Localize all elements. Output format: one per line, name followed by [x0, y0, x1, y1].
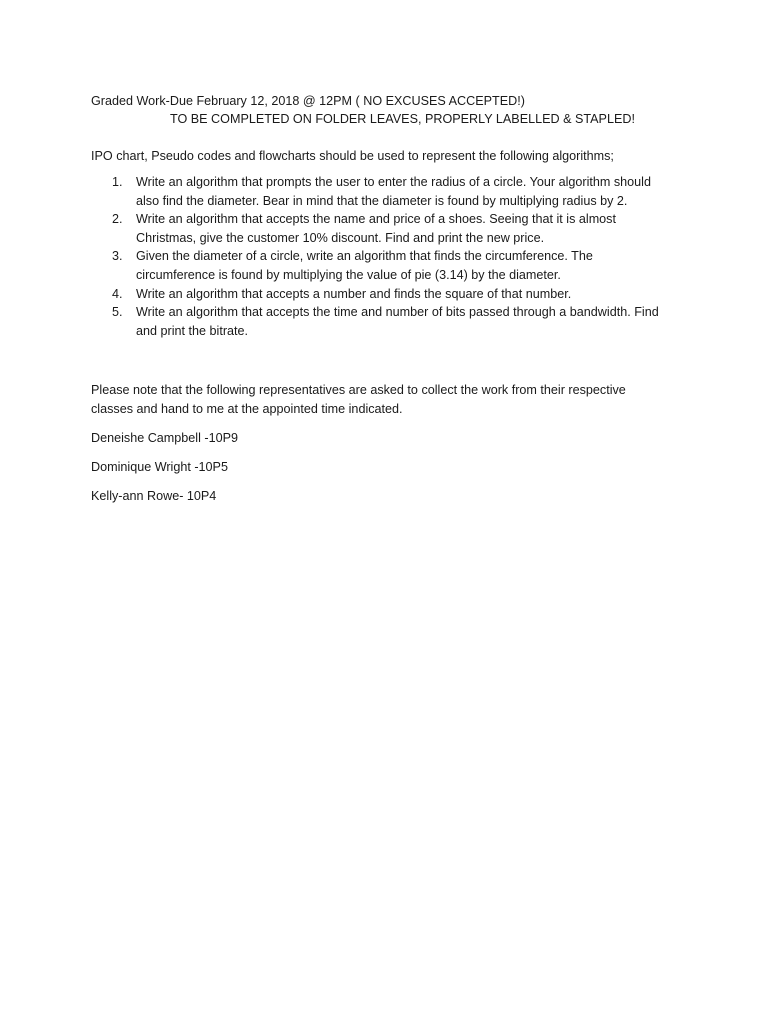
list-item: [91, 210, 691, 247]
list-item-number: 3.: [112, 249, 123, 264]
note-text: Please note that the following representatives are asked to collect the work from their respective: [91, 383, 626, 397]
list-item-number: 4.: [112, 286, 123, 301]
list-item-text: Given the diameter of a circle, write an algorithm that finds the circumference. The: [136, 249, 593, 264]
note-text: classes and hand to me at the appointed time indicated.: [91, 402, 403, 416]
list-item-text: and print the bitrate.: [136, 323, 249, 338]
list-item-text: Write an algorithm that accepts the name and price of a shoes. Seeing that it is almost: [136, 212, 616, 227]
list-item-text: Christmas, give the customer 10% discount. Find and print the new price.: [136, 230, 545, 245]
representative-name: Deneishe Campbell -10P9: [91, 431, 239, 445]
list-item-text: Write an algorithm that accepts a number and finds the square of that number.: [136, 286, 572, 301]
list-item-number: 1.: [112, 175, 123, 189]
list-item-text: circumference is found by multiplying the value of pie (3.14) by the diameter.: [136, 267, 561, 282]
list-item-number: 5.: [112, 305, 123, 320]
representative-name: Kelly-ann Rowe- 10P4: [91, 489, 217, 503]
list-item: [91, 173, 691, 210]
intro-text: IPO chart, Pseudo codes and flowcharts should be used to represent the following algorithms;: [91, 149, 614, 163]
representative-name: Dominique Wright -10P5: [91, 460, 228, 474]
algorithm-list: [91, 173, 691, 340]
list-item-text: Write an algorithm that accepts the time and number of bits passed through a bandwidth. Find: [136, 305, 659, 320]
list-item-number: 2.: [112, 212, 123, 227]
list-item: [91, 247, 691, 284]
list-item-text: also find the diameter. Bear in mind that the diameter is found by multiplying radius by 2.: [136, 193, 628, 208]
list-item: [91, 285, 691, 304]
list-item-text: Write an algorithm that prompts the user to enter the radius of a circle. Your algorithm should: [136, 175, 651, 189]
header-due-date: Graded Work-Due February 12, 2018 @ 12PM ( NO EXCUSES ACCEPTED!): [91, 94, 525, 108]
header-instructions: TO BE COMPLETED ON FOLDER LEAVES, PROPERLY LABELLED & STAPLED!: [170, 112, 635, 126]
list-item: [91, 303, 691, 340]
